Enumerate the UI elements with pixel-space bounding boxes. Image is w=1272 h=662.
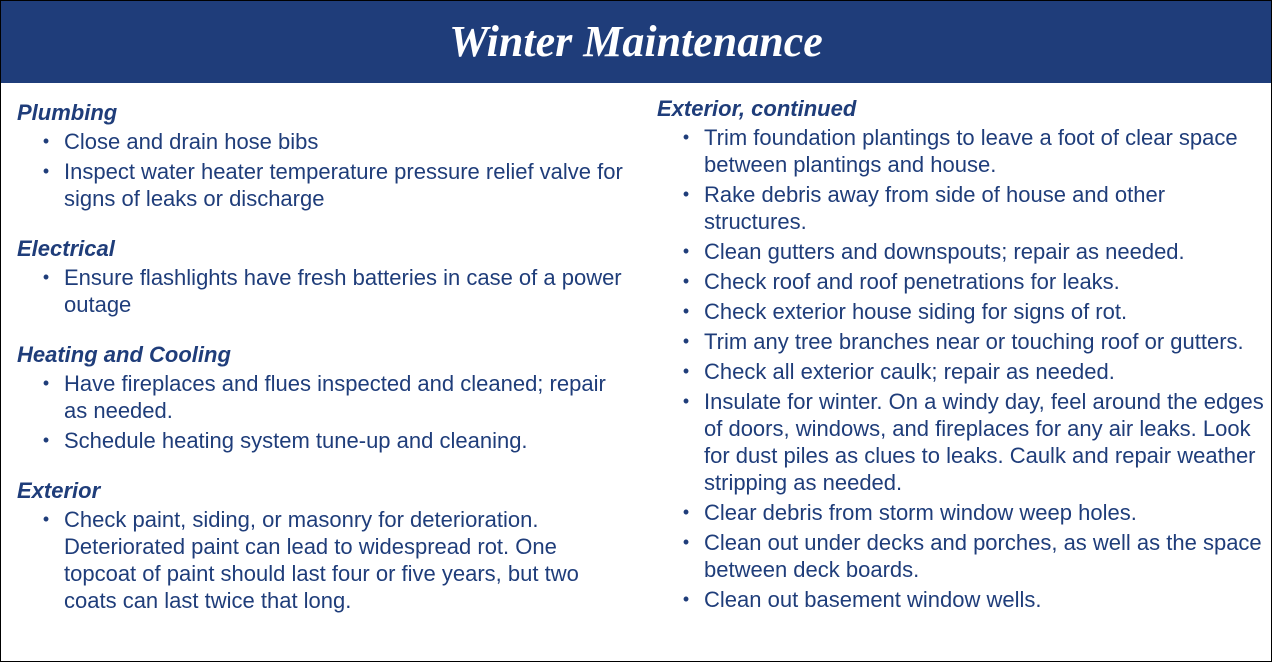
bullet-icon: •	[42, 161, 50, 181]
list-item-text: Check paint, siding, or masonry for deterioration. Deteriorated paint can lead to widespread rot. One topcoat of paint should last four or five years, but two coats can last twice that long.	[64, 507, 579, 613]
bullet-icon: •	[682, 184, 690, 204]
left-column	[17, 98, 627, 636]
list-item	[657, 268, 1267, 295]
list-item	[17, 506, 627, 614]
list-item-text: Ensure flashlights have fresh batteries in case of a power outage	[64, 265, 622, 317]
bullet-list	[17, 506, 627, 614]
list-item-text: Check roof and roof penetrations for leaks.	[704, 269, 1120, 294]
right-column	[657, 94, 1267, 635]
bullet-icon: •	[42, 373, 50, 393]
list-item-text: Rake debris away from side of house and other structures.	[704, 182, 1166, 234]
section-exterior-continued	[657, 94, 1267, 613]
bullet-list	[657, 124, 1267, 613]
bullet-icon: •	[682, 502, 690, 522]
list-item	[657, 586, 1267, 613]
list-item	[17, 158, 627, 212]
bullet-icon: •	[682, 241, 690, 261]
section-electrical	[17, 234, 627, 318]
section-heading: Exterior	[17, 478, 101, 503]
list-item-text: Clean gutters and downspouts; repair as needed.	[704, 239, 1185, 264]
list-item	[657, 124, 1267, 178]
page-title: Winter Maintenance	[449, 17, 823, 66]
bullet-icon: •	[682, 532, 690, 552]
list-item	[657, 499, 1267, 526]
list-item-text: Trim any tree branches near or touching roof or gutters.	[704, 329, 1244, 354]
section-exterior	[17, 476, 627, 614]
list-item-text: Trim foundation plantings to leave a foot of clear space between plantings and house.	[704, 125, 1238, 177]
list-item	[17, 370, 627, 424]
list-item	[657, 328, 1267, 355]
list-item-text: Clear debris from storm window weep holes.	[704, 500, 1137, 525]
list-item-text: Insulate for winter. On a windy day, feel around the edges of doors, windows, and fireplaces for any air leaks. Look for dust piles as clues to leaks. Caulk and repair weather stripping as needed.	[704, 389, 1264, 495]
section-heading: Electrical	[17, 236, 115, 261]
section-heating-and-cooling	[17, 340, 627, 454]
section-heading: Plumbing	[17, 100, 118, 125]
list-item	[657, 529, 1267, 583]
list-item-text: Check all exterior caulk; repair as needed.	[704, 359, 1115, 384]
bullet-icon: •	[682, 589, 690, 609]
list-item	[17, 427, 627, 454]
bullet-icon: •	[682, 331, 690, 351]
list-item	[657, 298, 1267, 325]
list-item	[17, 264, 627, 318]
bullet-icon: •	[682, 301, 690, 321]
bullet-icon: •	[42, 131, 50, 151]
bullet-icon: •	[42, 430, 50, 450]
bullet-icon: •	[42, 509, 50, 529]
list-item	[657, 238, 1267, 265]
bullet-icon: •	[682, 361, 690, 381]
bullet-list	[17, 264, 627, 318]
list-item-text: Have fireplaces and flues inspected and cleaned; repair as needed.	[64, 371, 606, 423]
section-heading: Exterior, continued	[657, 96, 857, 121]
list-item	[17, 128, 627, 155]
list-item-text: Clean out under decks and porches, as well as the space between deck boards.	[704, 530, 1262, 582]
list-item-text: Check exterior house siding for signs of rot.	[704, 299, 1128, 324]
list-item	[657, 358, 1267, 385]
list-item-text: Schedule heating system tune-up and cleaning.	[64, 428, 528, 453]
bullet-list	[17, 370, 627, 454]
bullet-icon: •	[682, 127, 690, 147]
bullet-icon: •	[682, 271, 690, 291]
section-plumbing	[17, 98, 627, 212]
list-item-text: Close and drain hose bibs	[64, 129, 319, 154]
bullet-icon: •	[682, 391, 690, 411]
list-item	[657, 181, 1267, 235]
section-heading: Heating and Cooling	[17, 342, 231, 367]
list-item	[657, 388, 1267, 496]
title-banner	[1, 1, 1271, 83]
list-item-text: Inspect water heater temperature pressure relief valve for signs of leaks or discharge	[64, 159, 623, 211]
list-item-text: Clean out basement window wells.	[704, 587, 1042, 612]
bullet-icon: •	[42, 267, 50, 287]
bullet-list	[17, 128, 627, 212]
